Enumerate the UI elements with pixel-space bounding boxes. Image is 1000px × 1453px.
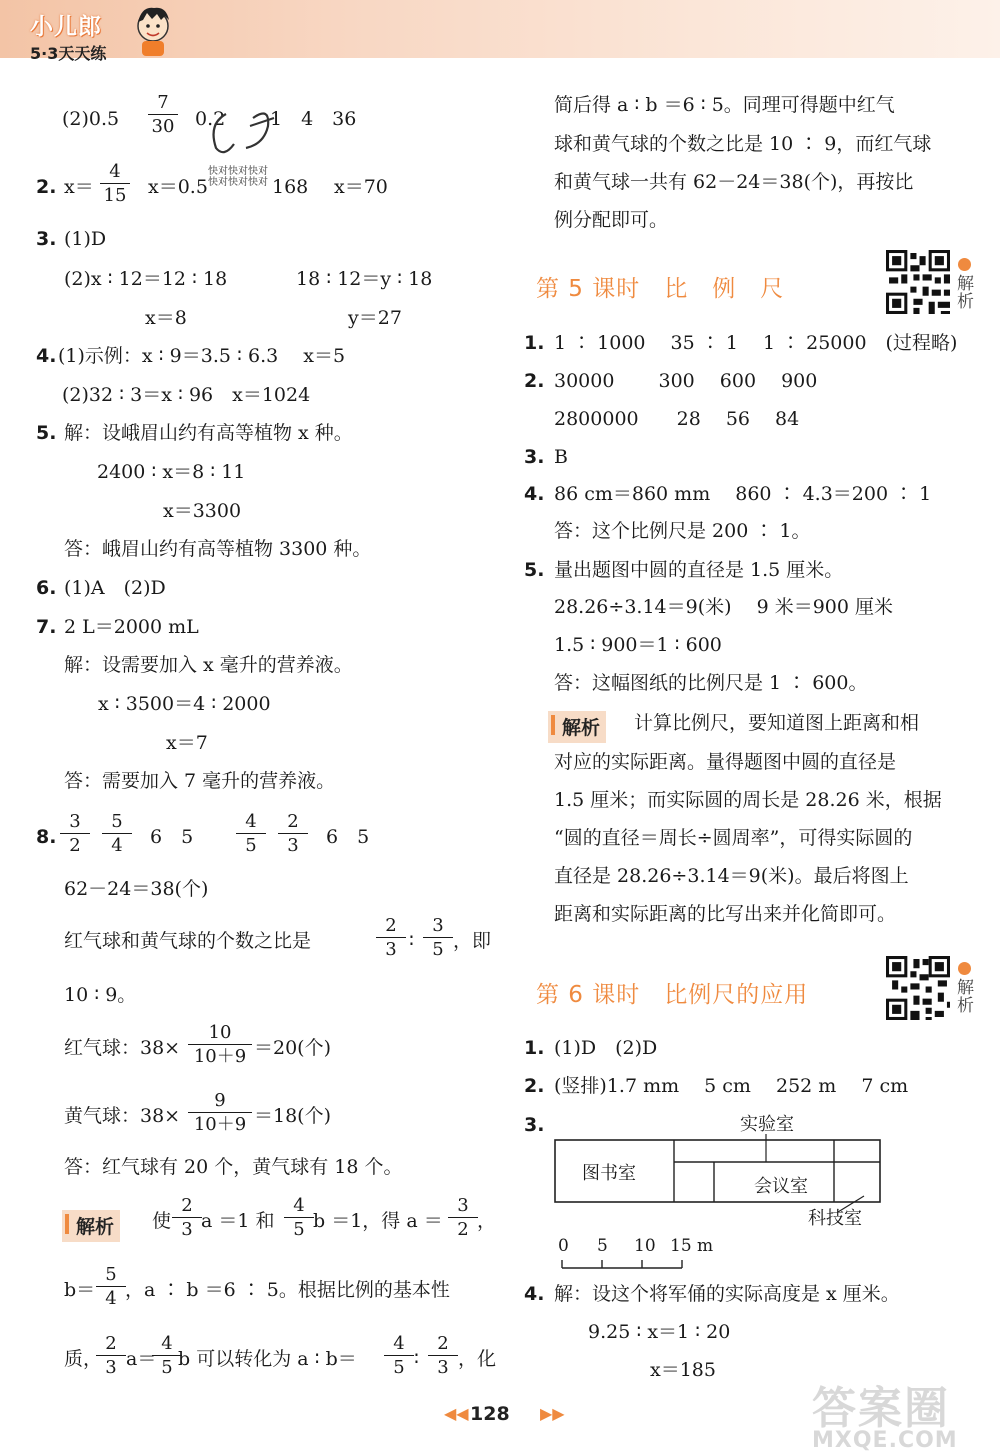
brand-logo [30,8,106,64]
q1-2-prefix: (2)0.5 [62,108,120,130]
analysis-continued: 简后得 a ∶ b ＝6 ∶ 5。同理可得题中红气 [554,94,895,116]
answer-line: 30000 300 600 900 [554,370,818,392]
watermark [812,1372,958,1453]
answer-line: (1)D [64,228,107,250]
analysis-text: b＝ [64,1279,96,1301]
answer-line: x＝8 [145,307,187,329]
question-number: 8. [36,826,57,848]
equation: 9.25 ∶ x＝1 ∶ 20 [588,1321,731,1343]
answer-line: 10 ∶ 9。 [64,984,137,1006]
handwritten-scribble [198,96,288,166]
question-number: 1. [524,1037,545,1059]
analysis-text: 计算比例尺，要知道图上距离和相 [634,712,920,734]
page-number: 128 [470,1403,510,1425]
answer-line: 答：峨眉山约有高等植物 3300 种。 [64,538,372,560]
answer-line: 黄气球：38× [64,1105,181,1127]
lesson-5-title: 第 5 课时 比 例 尺 [536,276,785,302]
qr-label: 解析 [957,978,974,1016]
analysis-text: a＝ [126,1348,157,1370]
lesson-6-title: 第 6 课时 比例尺的应用 [536,982,809,1008]
answer-line: 86 cm＝860 mm 860 ∶ 4.3＝200 ∶ 1 [554,483,932,505]
answer-line: ，即 [453,930,492,952]
analysis-tag: 解析 [62,1210,120,1242]
q1-2-tail: 1 4 36 [270,108,357,130]
qr-code-icon[interactable] [886,956,950,1020]
question-number: 5. [36,422,57,444]
mascot-icon [132,2,174,58]
fraction: 3 5 [423,917,453,959]
analysis-text: 1.5 厘米；而实际圆的周长是 28.26 米，根据 [554,789,942,811]
ratio-colon: ∶ [409,930,414,952]
analysis-tag: 解析 [548,711,606,743]
analysis-text: ， [477,1210,497,1232]
ratio-colon: ∶ [414,1348,419,1370]
q1-2-value: 0.2 [195,108,226,130]
qr-label: 解析 [957,274,974,312]
analysis-text: “圆的直径＝周长÷圆周率”，可得实际圆的 [554,827,913,849]
fraction: 2 3 [428,1335,458,1377]
fraction: 2 3 [278,813,308,855]
q2-value: x＝0.5 [148,176,208,198]
question-number: 3. [524,446,545,468]
answer-line: 答：需要加入 7 毫升的营养液。 [64,770,336,792]
answer-line: 红气球：38× [64,1037,181,1059]
analysis-text: ，a ∶ b ＝6 ∶ 5。根据比例的基本性 [125,1279,450,1301]
room-label-library: 图书室 [582,1163,636,1184]
scale-tick-label: 10 [634,1236,656,1256]
analysis-continued: 和黄气球一共有 62－24＝38(个)，再按比 [554,171,914,193]
fraction: 3 2 [448,1197,478,1239]
answer-line: ＝18(个) [254,1105,332,1127]
q2-var: x＝ [64,176,94,198]
watermark-url: MXQE.COM [812,1428,958,1453]
qr-code-icon[interactable] [886,250,950,314]
question-number: 2. [524,1075,545,1097]
answer-line: (1)示例：x ∶ 9＝3.5 ∶ 6.3 x＝5 [58,345,346,367]
question-number: 5. [524,559,545,581]
answer-line: 答：这个比例尺是 200 ∶ 1。 [554,520,811,542]
analysis-text: b ＝1，得 a ＝ [313,1210,443,1232]
answer-line: 28.26÷3.14＝9(米) 9 米＝900 厘米 [554,596,894,618]
answer-line: B [554,446,568,468]
analysis-text: 距离和实际距离的比写出来并化简即可。 [554,903,897,925]
room-label-lab: 实验室 [740,1114,794,1135]
fraction: 3 2 [60,813,90,855]
fraction: 2 3 [172,1197,202,1239]
fraction: 10 10＋9 [188,1024,252,1066]
equation: x＝3300 [163,500,242,522]
analysis-text: 质， [64,1348,103,1370]
answer-line: 量出题图中圆的直径是 1.5 厘米。 [554,559,844,581]
next-page-arrows-icon[interactable]: ▶▶ [540,1404,565,1423]
equation: x ∶ 3500＝4 ∶ 2000 [98,693,271,715]
brand-name: 小儿郎 [30,14,102,40]
analysis-text: a ＝1 和 [201,1210,275,1232]
answer-line: ＝20(个) [254,1037,332,1059]
analysis-continued: 例分配即可。 [554,209,669,231]
answer-line: (竖排)1.7 mm 5 cm 252 m 7 cm [554,1075,909,1097]
question-number: 3. [36,228,57,250]
answer-line: 解：设需要加入 x 毫升的营养液。 [64,654,353,676]
equation: x＝185 [650,1359,716,1381]
fraction: 5 4 [102,813,132,855]
answer-line: y＝27 [348,307,402,329]
scale-tick-label: 5 [597,1236,608,1256]
prev-page-arrows-icon[interactable]: ◀◀ [444,1404,469,1423]
answer-values: 6 5 [326,826,370,848]
series-name: 5·3天天练 [30,44,107,63]
fraction: 9 10＋9 [188,1092,252,1134]
fraction: 4 5 [152,1335,182,1377]
question-number: 7. [36,616,57,638]
fraction: 7 30 [148,94,178,136]
answer-line: 2800000 28 56 84 [554,408,800,430]
fraction: 4 15 [100,163,130,205]
room-label-tech: 科技室 [808,1208,862,1229]
question-number: 1. [524,332,545,354]
q2-value: 168 [272,176,309,198]
answer-stamp: 快对快对快对 快对快对快对 [208,166,268,188]
question-number: 4. [524,483,545,505]
answer-line: 答：这幅图纸的比例尺是 1 ∶ 600。 [554,672,868,694]
watermark-text: 答案圈 [812,1383,950,1434]
answer-line: 18 ∶ 12＝y ∶ 18 [296,268,433,290]
analysis-text: 对应的实际距离。量得题图中圆的直径是 [554,751,897,773]
analysis-text: b 可以转化为 a ∶ b＝ [178,1348,357,1370]
fraction: 2 3 [96,1335,126,1377]
answer-line: 1.5 ∶ 900＝1 ∶ 600 [554,634,722,656]
answer-line: 1 ∶ 1000 35 ∶ 1 1 ∶ 25000 (过程略) [554,332,958,354]
analysis-text: 直径是 28.26÷3.14＝9(米)。最后将图上 [554,865,909,887]
answer-line: (2)32 ∶ 3＝x ∶ 96 x＝1024 [62,384,311,406]
fraction: 4 5 [236,813,266,855]
answer-values: 6 5 [150,826,194,848]
fraction: 2 3 [376,917,406,959]
header-divider [0,58,1000,64]
analysis-text: 使 [152,1210,172,1232]
question-number: 2. [36,176,57,198]
question-number: 3. [524,1114,545,1136]
question-number: 2. [524,370,545,392]
fraction: 5 4 [96,1266,126,1308]
equation: 2400 ∶ x＝8 ∶ 11 [97,461,246,483]
answer-line: 答：红气球有 20 个，黄气球有 18 个。 [64,1156,403,1178]
answer-line: (2)x ∶ 12＝12 ∶ 18 [64,268,228,290]
equation: x＝7 [166,732,208,754]
play-icon [958,962,971,975]
fraction: 4 5 [384,1335,414,1377]
analysis-continued: 球和黄气球的个数之比是 10 ∶ 9，而红气球 [554,133,932,155]
answer-line: 2 L＝2000 mL [64,616,199,638]
analysis-text: ，化 [458,1348,497,1370]
play-icon [958,258,971,271]
room-label-meeting: 会议室 [754,1176,808,1197]
answer-line: 红气球和黄气球的个数之比是 [64,930,312,952]
answer-line: (1)D (2)D [554,1037,658,1059]
scale-tick-label: 15 m [670,1236,714,1256]
answer-line: 解：设峨眉山约有高等植物 x 种。 [64,422,353,444]
question-number: 4. [524,1283,545,1305]
question-number: 4. [36,345,57,367]
question-number: 6. [36,577,57,599]
fraction: 4 5 [284,1197,314,1239]
answer-line: (1)A (2)D [64,577,166,599]
equation: 62－24＝38(个) [64,878,209,900]
scale-tick-label: 0 [558,1236,569,1256]
answer-line: 解：设这个将军俑的实际高度是 x 厘米。 [554,1283,900,1305]
q2-value: x＝70 [334,176,388,198]
